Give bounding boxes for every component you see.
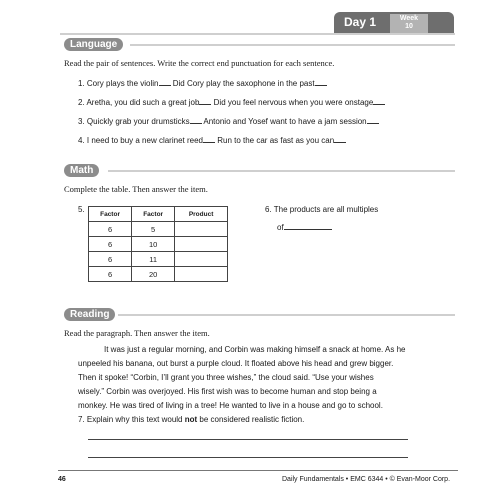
table-row: 6 5	[89, 222, 228, 237]
item-number: 5.	[78, 205, 85, 214]
answer-blank[interactable]	[315, 85, 327, 86]
question-text-bold: not	[184, 415, 198, 424]
reading-instructions: Read the paragraph. Then answer the item.	[64, 328, 210, 338]
product-cell[interactable]	[175, 252, 228, 267]
answer-blank[interactable]	[203, 142, 215, 143]
sentence-a: Cory plays the violin	[86, 79, 159, 88]
language-item-1	[78, 79, 327, 88]
language-item-4	[78, 136, 346, 145]
sentence-a: Aretha, you did such a great job	[86, 98, 200, 107]
paragraph-line: wisely.” Corbin was overjoyed. His first wish was to become human and stop being a	[78, 387, 377, 396]
math-question-6-answer	[277, 223, 332, 232]
of-label: of	[277, 223, 284, 232]
week-badge	[390, 14, 428, 33]
week-number: 10	[405, 23, 413, 30]
question-text-pre: Explain why this text would	[86, 415, 185, 424]
answer-blank[interactable]	[367, 123, 379, 124]
week-label: Week	[399, 15, 419, 22]
section-title-reading: Reading	[64, 308, 115, 321]
paragraph-line: monkey. He was tired of living in a tree! He wanted to live in a house and go to school.	[78, 401, 383, 410]
reading-paragraph	[78, 343, 450, 413]
answer-line-2[interactable]	[88, 457, 408, 458]
item-number: 4.	[78, 136, 85, 145]
answer-line-1[interactable]	[88, 439, 408, 440]
sentence-b: Antonio and Yosef want to have a jam session	[203, 117, 367, 126]
answer-blank[interactable]	[190, 123, 202, 124]
answer-blank[interactable]	[159, 85, 171, 86]
section-divider	[130, 44, 455, 46]
page-number: 46	[58, 476, 66, 483]
table-row: 6 20	[89, 267, 228, 282]
answer-blank[interactable]	[373, 104, 385, 105]
reading-question-7	[78, 415, 304, 424]
factor-table	[88, 206, 228, 282]
header-divider	[60, 33, 455, 35]
column-header: Factor	[132, 207, 175, 222]
answer-blank[interactable]	[199, 104, 211, 105]
answer-blank[interactable]	[284, 229, 332, 230]
column-header: Factor	[89, 207, 132, 222]
section-divider	[108, 170, 455, 172]
paragraph-line: It was just a regular morning, and Corbin was making himself a snack at home. As he	[104, 345, 406, 354]
sentence-a: I need to buy a new clarinet reed	[86, 136, 203, 145]
section-title-language: Language	[64, 38, 123, 51]
paragraph-line: unpeeled his banana, out burst a purple cloud. It floated above his head and grew bigger.	[78, 359, 394, 368]
math-question-6	[265, 205, 378, 214]
item-number: 2.	[78, 98, 85, 107]
table-row: 6 11	[89, 252, 228, 267]
answer-blank[interactable]	[334, 142, 346, 143]
paragraph-line: Then it spoke! “Corbin, I’ll grant you three wishes,” the cloud said. “Use your wishes	[78, 373, 374, 382]
item-number: 1.	[78, 79, 85, 88]
product-cell[interactable]	[175, 267, 228, 282]
language-item-2	[78, 98, 385, 107]
sentence-b: Did you feel nervous when you were onstage	[213, 98, 374, 107]
section-title-math: Math	[64, 164, 99, 177]
section-divider	[118, 314, 455, 316]
sentence-b: Did Cory play the saxophone in the past	[172, 79, 315, 88]
question-text: The products are all multiples	[273, 205, 379, 214]
item-number: 7.	[78, 415, 85, 424]
item-number: 3.	[78, 117, 85, 126]
column-header: Product	[175, 207, 228, 222]
sentence-b: Run to the car as fast as you can	[217, 136, 335, 145]
product-cell[interactable]	[175, 222, 228, 237]
footer-credit: Daily Fundamentals • EMC 6344 • © Evan-Moor Corp.	[282, 476, 451, 483]
day-label: Day 1	[344, 15, 377, 29]
table-row: 6 10	[89, 237, 228, 252]
sentence-a: Quickly grab your drumsticks	[86, 117, 190, 126]
product-cell[interactable]	[175, 237, 228, 252]
footer-divider	[58, 470, 458, 471]
math-instructions: Complete the table. Then answer the item.	[64, 184, 208, 194]
language-item-3	[78, 117, 379, 126]
language-instructions: Read the pair of sentences. Write the correct end punctuation for each sentence.	[64, 58, 335, 68]
item-number: 6.	[265, 205, 272, 214]
question-text-post: be considered realistic fiction.	[197, 415, 305, 424]
